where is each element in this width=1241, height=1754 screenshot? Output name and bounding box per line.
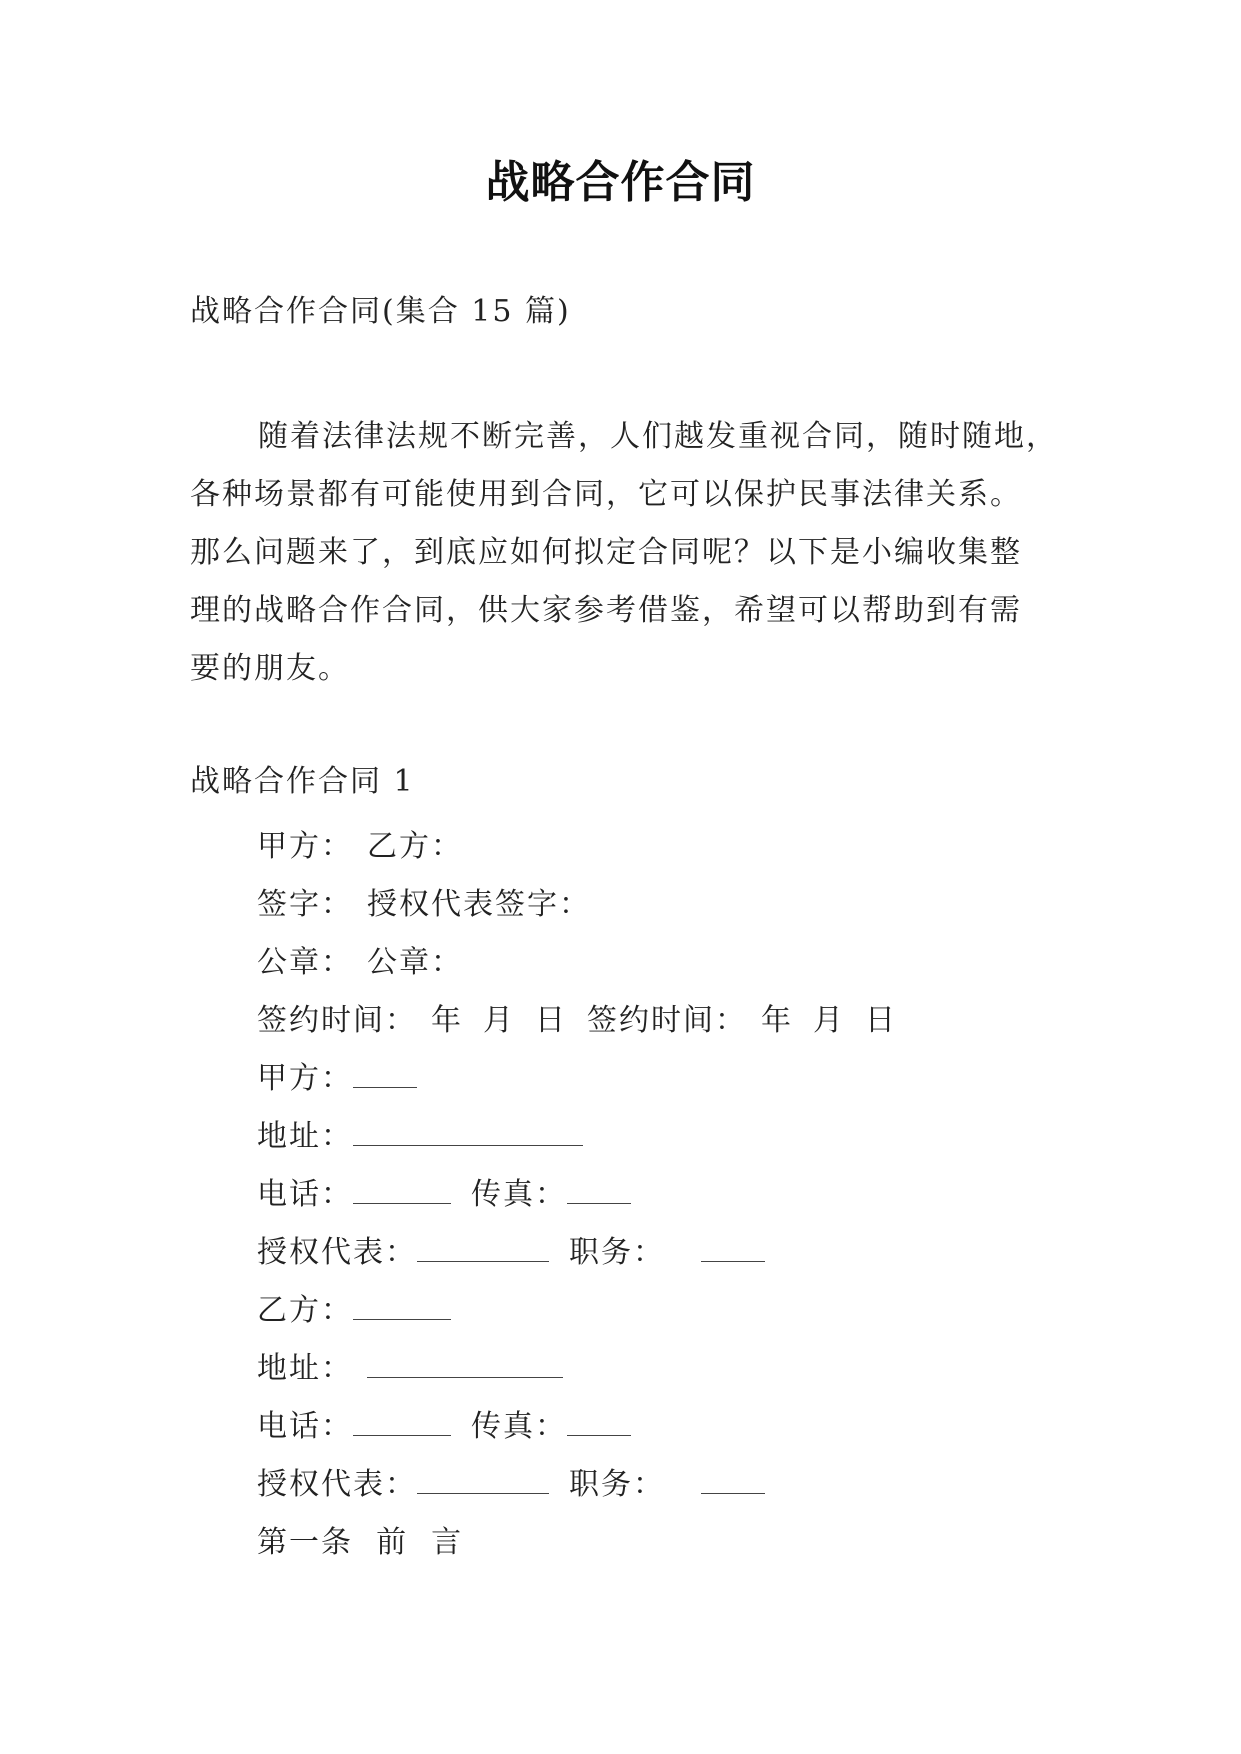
section-heading: 战略合作合同 1 [190,764,415,799]
sign-label: 签字： [257,887,353,922]
seal-a-label: 公章： [257,945,353,980]
month-label: 月 [813,1003,845,1038]
document-subtitle: 战略合作合同(集合 15 篇) [190,294,571,329]
party-b-row [257,1282,897,1340]
party-b-phone-row [257,1398,897,1456]
year-label: 年 [761,1003,793,1038]
party-a-phone-label: 电话： [257,1177,353,1212]
party-a-position-blank [701,1239,765,1262]
intro-line: 要的朋友。 [190,651,350,686]
sign-date-b-label: 签约时间： [587,1003,747,1038]
party-a-blank [353,1065,417,1088]
party-b-position-label: 职务： [569,1467,665,1502]
month-label: 月 [483,1003,515,1038]
sign-date-a-label: 签约时间： [257,1003,417,1038]
document-title: 战略合作合同 [485,157,756,208]
party-a-fax-label: 传真： [471,1177,567,1212]
party-b-position-blank [701,1471,765,1494]
party-a-row [257,1050,897,1108]
party-a-fax-blank [567,1181,631,1204]
party-b-fax-blank [567,1413,631,1436]
intro-line: 理的战略合作合同，供大家参考借鉴，希望可以帮助到有需 [190,593,1022,628]
intro-line: 各种场景都有可能使用到合同，它可以保护民事法律关系。 [190,477,1022,512]
party-a-rep-row [257,1224,897,1282]
party-b-label: 乙方： [257,1293,353,1328]
party-b-address-label: 地址： [257,1351,353,1386]
day-label: 日 [865,1003,897,1038]
article-1-heading [257,1514,897,1572]
party-a-phone-blank [353,1181,451,1204]
year-label: 年 [431,1003,463,1038]
day-label: 日 [535,1003,567,1038]
intro-line: 随着法律法规不断完善，人们越发重视合同，随时随地， [258,419,1058,454]
seal-b-label: 公章： [367,945,463,980]
party-b-phone-blank [353,1413,451,1436]
party-b-blank [353,1297,451,1320]
party-b-fax-label: 传真： [471,1409,567,1444]
party-a-label: 甲方： [257,1061,353,1096]
party-a-address-label: 地址： [257,1119,353,1154]
party-a-phone-row [257,1166,897,1224]
sign-date-row [257,992,897,1050]
party-b-signature-label: 乙方： [367,829,463,864]
party-a-position-label: 职务： [569,1235,665,1270]
party-a-address-row [257,1108,897,1166]
party-a-address-blank [353,1123,583,1146]
contract-fields [257,818,897,1572]
party-a-rep-blank [417,1239,549,1262]
intro-paragraph [190,408,1090,698]
seal-row [257,934,897,992]
signature-row [257,876,897,934]
party-b-address-blank [367,1355,563,1378]
party-b-rep-row [257,1456,897,1514]
signature-parties-row [257,818,897,876]
party-a-signature-label: 甲方： [257,829,353,864]
party-b-rep-blank [417,1471,549,1494]
article-1-label: 第一条 前 言 [257,1525,464,1560]
party-b-rep-label: 授权代表： [257,1467,417,1502]
party-a-rep-label: 授权代表： [257,1235,417,1270]
party-b-address-row [257,1340,897,1398]
authorized-sign-label: 授权代表签字： [367,887,591,922]
party-b-phone-label: 电话： [257,1409,353,1444]
intro-line: 那么问题来了，到底应如何拟定合同呢？以下是小编收集整 [190,535,1022,570]
